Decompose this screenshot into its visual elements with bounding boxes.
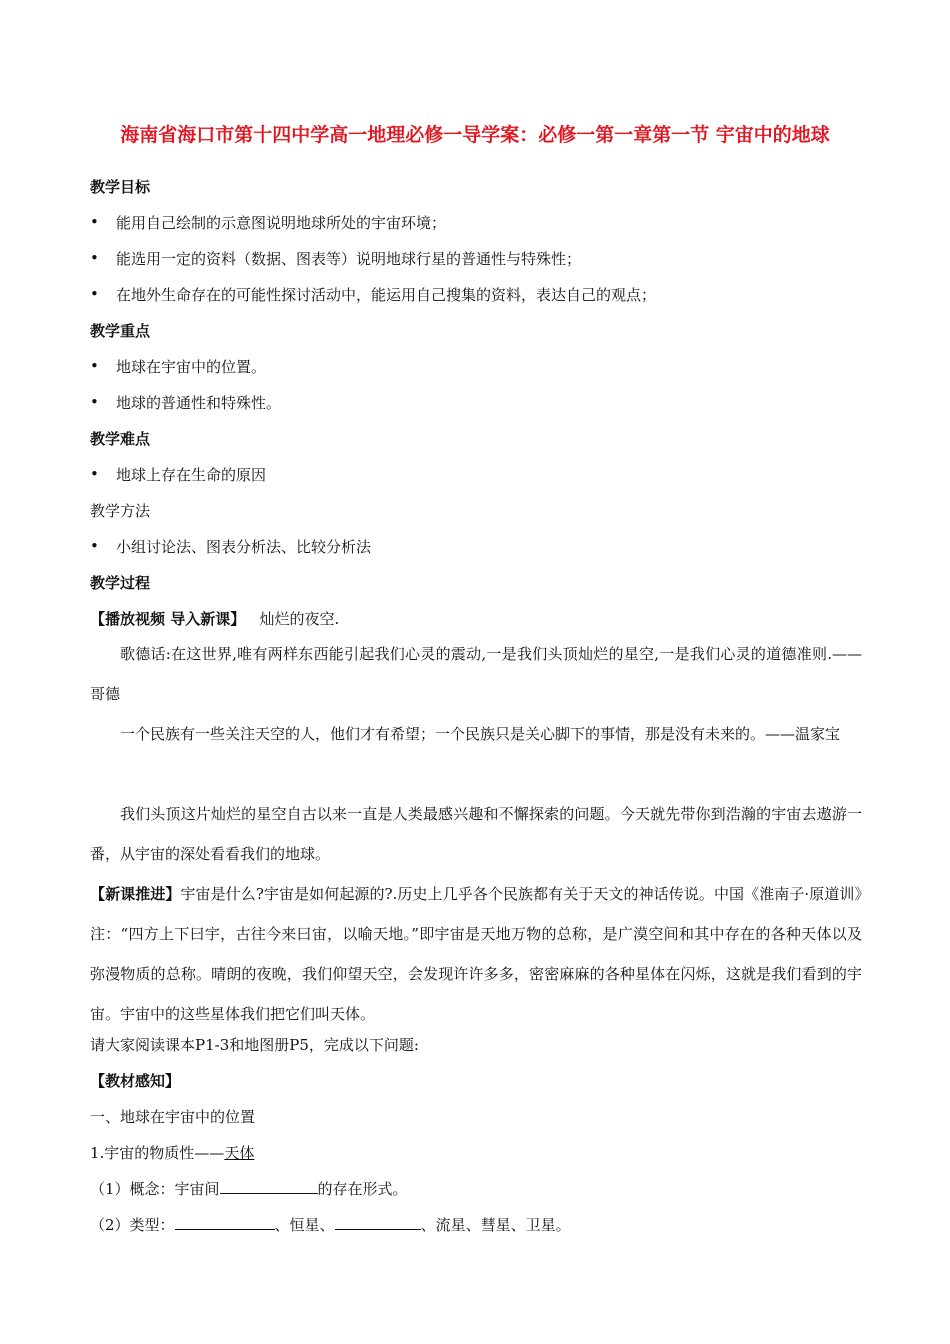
bullet-icon: • [90, 537, 99, 555]
wen-quote: 一个民族有一些关注天空的人，他们才有希望；一个民族只是关心脚下的事情，那是没有未来的。——温家宝 [120, 725, 841, 743]
difficulty-heading: 教学难点 [90, 430, 151, 448]
key-points-heading: 教学重点 [90, 322, 151, 340]
item-one-answer: 天体 [224, 1144, 255, 1162]
objective-item: 在地外生命存在的可能性探讨活动中，能运用自己搜集的资料，表达自己的观点； [116, 286, 657, 304]
new-lesson-text: 宇宙是什么?宇宙是如何起源的?.历史上几乎各个民族都有关于天文的神话传说。中国《淮南子·原道训》注：“四方上下曰宇，古往今来曰宙，以喻天地。”即宇宙是天地万物的总称，是广漠空间和其中存在的各种天体以及弥漫物质的总称。晴朗的夜晚，我们仰望天空，会发现许许多多，密密麻麻的各种星体在闪烁，这就是我们看到的宇宙。宇宙中的这些星体我们把它们叫天体。 [90, 885, 862, 1023]
video-text: 灿烂的夜空. [259, 610, 340, 628]
method-heading: 教学方法 [90, 502, 151, 520]
process-heading: 教学过程 [90, 574, 151, 592]
types-mid-1: 、恒星、 [274, 1216, 335, 1234]
reading-instruction: 请大家阅读课本P1-3和地图册P5，完成以下问题: [90, 1036, 419, 1054]
intro-paragraph: 我们头顶这片灿烂的星空自古以来一直是人类最感兴趣和不懈探索的问题。今天就先带你到浩瀚的宇宙去遨游一番，从宇宙的深处看看我们的地球。 [90, 805, 862, 863]
document-title: 海南省海口市第十四中学高一地理必修一导学案：必修一第一章第一节 宇宙中的地球 [120, 124, 830, 146]
item-one [90, 1143, 862, 1163]
key-point-item: 地球在宇宙中的位置。 [116, 358, 267, 376]
types-line [90, 1215, 862, 1235]
bullet-icon: • [90, 213, 99, 231]
bullet-icon: • [90, 357, 99, 375]
objectives-heading: 教学目标 [90, 178, 151, 196]
difficulty-item: 地球上存在生命的原因 [116, 466, 267, 484]
method-item: 小组讨论法、图表分析法、比较分析法 [116, 538, 372, 556]
key-point-item: 地球的普通性和特殊性。 [116, 394, 282, 412]
objective-item: 能选用一定的资料（数据、图表等）说明地球行星的普通性与特殊性； [116, 250, 582, 268]
new-lesson-paragraph [90, 874, 862, 1034]
types-prefix: （2）类型： [90, 1216, 175, 1234]
perception-tag: 【教材感知】 [90, 1072, 181, 1090]
concept-suffix: 的存在形式。 [317, 1180, 408, 1198]
types-blank-1[interactable] [175, 1215, 275, 1230]
types-mid-2: 、流星、彗星、卫星。 [420, 1216, 571, 1234]
part-one-heading: 一、地球在宇宙中的位置 [90, 1108, 256, 1126]
video-tag: 【播放视频 导入新课】 [90, 610, 246, 628]
bullet-icon: • [90, 285, 99, 303]
concept-line [90, 1179, 862, 1199]
concept-prefix: （1）概念：宇宙间 [90, 1180, 220, 1198]
objective-item: 能用自己绘制的示意图说明地球所处的宇宙环境； [116, 214, 447, 232]
new-lesson-tag: 【新课推进】 [90, 885, 181, 903]
bullet-icon: • [90, 393, 99, 411]
item-one-prefix: 1.宇宙的物质性—— [90, 1144, 225, 1162]
video-intro [90, 609, 862, 629]
types-blank-2[interactable] [335, 1215, 421, 1230]
bullet-icon: • [90, 465, 99, 483]
concept-blank[interactable] [220, 1179, 318, 1194]
bullet-icon: • [90, 249, 99, 267]
goethe-quote: 歌德话:在这世界,唯有两样东西能引起我们心灵的震动,一是我们头顶灿烂的星空,一是我们心灵的道德准则.——哥德 [90, 645, 862, 703]
